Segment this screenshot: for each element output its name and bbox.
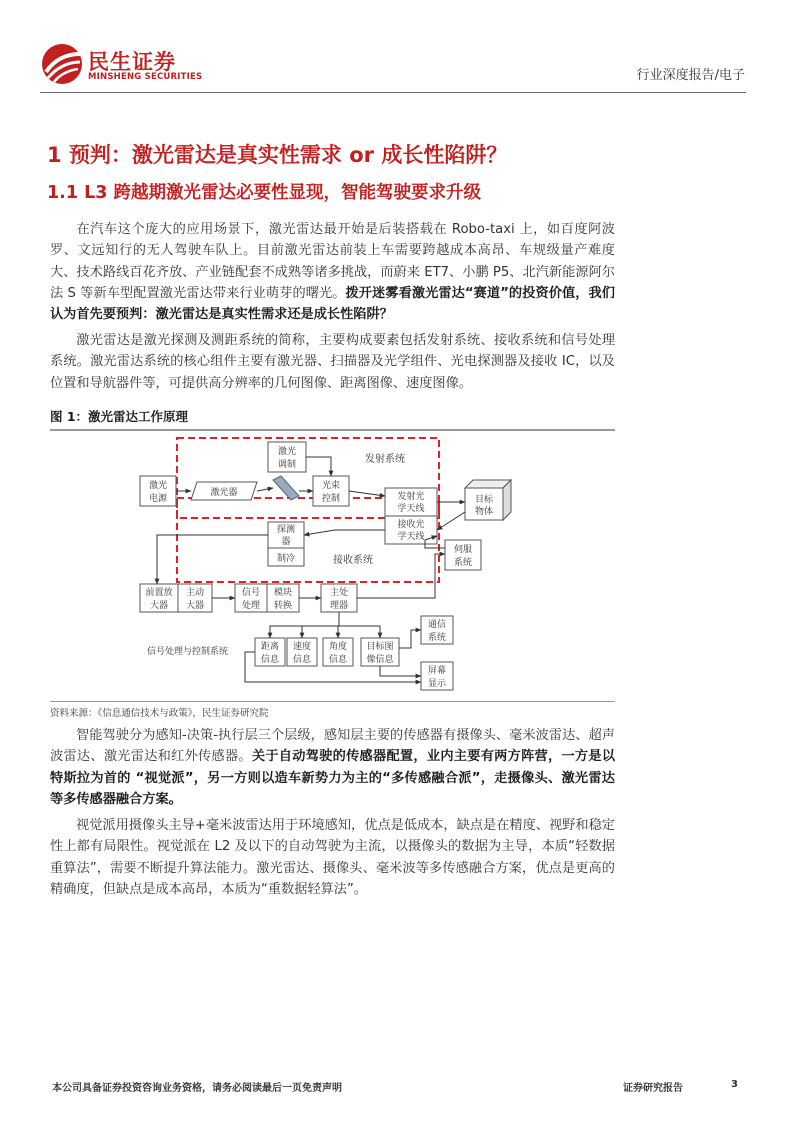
svg-text:通信: 通信 [427,620,447,630]
paragraph-4 [50,815,615,900]
svg-text:控制: 控制 [321,494,341,504]
svg-text:系统: 系统 [427,633,447,643]
svg-text:角度: 角度 [328,642,348,652]
figure-source: 资料来源：《信息通信技术与政策》，民生证券研究院 [50,708,269,719]
svg-text:激光: 激光 [277,447,297,457]
paragraph-3-text: 智能驾驶分为感知-决策-执行层三个层级，感知层主要的传感器有摄像头、毫米波雷达、超声波雷达、激光雷达和红外传感器。 [50,728,615,765]
brand-logo [40,42,240,92]
main-amp-box [178,584,212,612]
paragraph-4-text: 视觉派用摄像头主导+毫米波雷达用于环境感知，优点是低成本，缺点是在精度、视野和稳定性上都有局限性。视觉派在 L2 及以下的自动驾驶为主流，以摄像头的数据为主导，本质“轻数据重算法”，需要不断提升算法能力。激光雷达、摄像头、毫米波等多传感融合方案，优点是更高的精确度，但缺点是成本高昂，本质为“重数据轻算法”。 [50,818,615,897]
cooling-box [268,548,304,566]
svg-text:主处: 主处 [329,588,349,598]
paragraph-3-emphasis: 关于自动驾驶的传感器配置，业内主要有两方阵营，一方是以特斯拉为首的 “视觉派”，另一方则以造车新势力为主的“多传感融合派”，走摄像头、激光雷达等多传感器融合方案。 [50,749,616,807]
svg-text:前置放: 前置放 [145,588,173,598]
svg-text:目标图: 目标图 [366,642,394,652]
figure-bottom-rule [50,701,615,702]
rx-antenna-box [385,516,437,544]
page-number: 3 [731,1079,738,1090]
svg-text:学天线: 学天线 [397,532,425,542]
paragraph-3 [50,725,615,810]
svg-text:接收光: 接收光 [397,520,425,530]
distance-info-box [255,638,285,666]
svg-text:激光器: 激光器 [210,488,238,498]
speed-info-box [287,638,317,666]
svg-text:距离: 距离 [260,642,280,652]
svg-text:目标: 目标 [474,495,494,505]
svg-text:模块: 模块 [273,588,293,598]
svg-text:信息: 信息 [292,655,312,665]
comm-system-box [421,616,453,644]
preamp-box [140,584,178,612]
paragraph-2 [50,330,615,394]
section-heading: 1 预判：激光雷达是真实性需求 or 成长性陷阱？ [47,143,508,167]
laser-modulation-box [268,442,306,472]
target-image-box [361,638,399,666]
svg-text:伺服: 伺服 [453,545,473,555]
lidar-diagram [135,436,520,694]
laser-power-box [140,476,176,506]
scanner-mirror [273,476,299,500]
brand-name-cn: 民生证券 [88,50,176,74]
svg-text:制冷: 制冷 [276,554,296,564]
svg-text:发射光: 发射光 [397,492,425,502]
svg-text:学天线: 学天线 [397,504,425,514]
figure-top-rule [50,429,615,431]
tx-antenna-box [385,488,437,516]
svg-text:信号: 信号 [241,588,261,598]
receive-system-label: 接收系统 [333,555,373,566]
footer-label: 证券研究报告 [623,1083,683,1094]
svg-text:处理: 处理 [241,601,261,611]
signal-processing-box [235,584,267,612]
report-type: 行业深度报告/电子 [636,68,745,83]
ad-convert-box [267,584,299,612]
svg-text:信息: 信息 [328,655,348,665]
transmit-system-label: 发射系统 [365,454,405,465]
target-object-box [465,480,511,520]
svg-text:显示: 显示 [427,679,447,689]
svg-text:器: 器 [281,537,291,547]
svg-text:像信息: 像信息 [366,655,394,665]
screen-display-box [421,662,453,690]
svg-text:转换: 转换 [273,601,293,611]
svg-text:主动: 主动 [185,588,205,598]
servo-system-box [445,540,481,570]
svg-text:系统: 系统 [453,558,473,568]
svg-text:光束: 光束 [321,481,341,491]
svg-text:速度: 速度 [292,642,312,652]
figure-title: 图 1：激光雷达工作原理 [50,409,189,424]
signal-control-label: 信号处理与控制系统 [147,647,229,657]
svg-text:物体: 物体 [474,507,494,517]
paragraph-1-text: 在汽车这个庞大的应用场景下，激光雷达最开始是后装搭载在 Robo-taxi 上，如百度阿波罗、文远知行的无人驾驶车队上。目前激光雷达前装上车需要跨越成本高昂、车规级量产难度大、技术路线百花齐放、产业链配套不成熟等诸多挑战，而蔚来 ET7、小鹏 P5、北汽新能源阿尔法 S 等新车型配置激光雷达带来行业萌芽的曙光。 [50,222,615,301]
subsection-heading: 1.1 L3 跨越期激光雷达必要性显现，智能驾驶要求升级 [47,183,482,203]
paragraph-1 [50,219,615,325]
svg-text:激光: 激光 [148,481,168,491]
svg-text:电源: 电源 [148,494,168,504]
svg-text:探测: 探测 [276,525,296,535]
paragraph-1-emphasis: 拨开迷雾看激光雷达“赛道”的投资价值，我们认为首先要预判：激光雷达是真实性需求还是成长性陷阱？ [50,285,615,323]
svg-text:理器: 理器 [329,601,349,611]
brand-name-en: MINSHENG SECURITIES [88,72,203,82]
brand-emblem-icon [40,42,84,86]
detector-box [268,522,304,548]
svg-text:屏幕: 屏幕 [427,666,447,676]
footer-disclaimer: 本公司具备证券投资咨询业务资格，请务必阅读最后一页免责声明 [52,1083,342,1094]
main-processor-box [321,584,357,612]
svg-text:大器: 大器 [185,601,205,611]
laser-box [191,482,257,500]
angle-info-box [323,638,353,666]
svg-text:大器: 大器 [149,601,169,611]
header-divider [40,92,746,93]
svg-text:调制: 调制 [277,460,297,470]
beam-control-box [313,476,349,506]
svg-text:信息: 信息 [260,655,280,665]
paragraph-2-text: 激光雷达是激光探测及测距系统的简称，主要构成要素包括发射系统、接收系统和信号处理系统。激光雷达系统的核心组件主要有激光器、扫描器及光学组件、光电探测器及接收 IC，以及位置和导航器件等，可提供高分辨率的几何图像、距离图像、速度图像。 [50,333,615,391]
